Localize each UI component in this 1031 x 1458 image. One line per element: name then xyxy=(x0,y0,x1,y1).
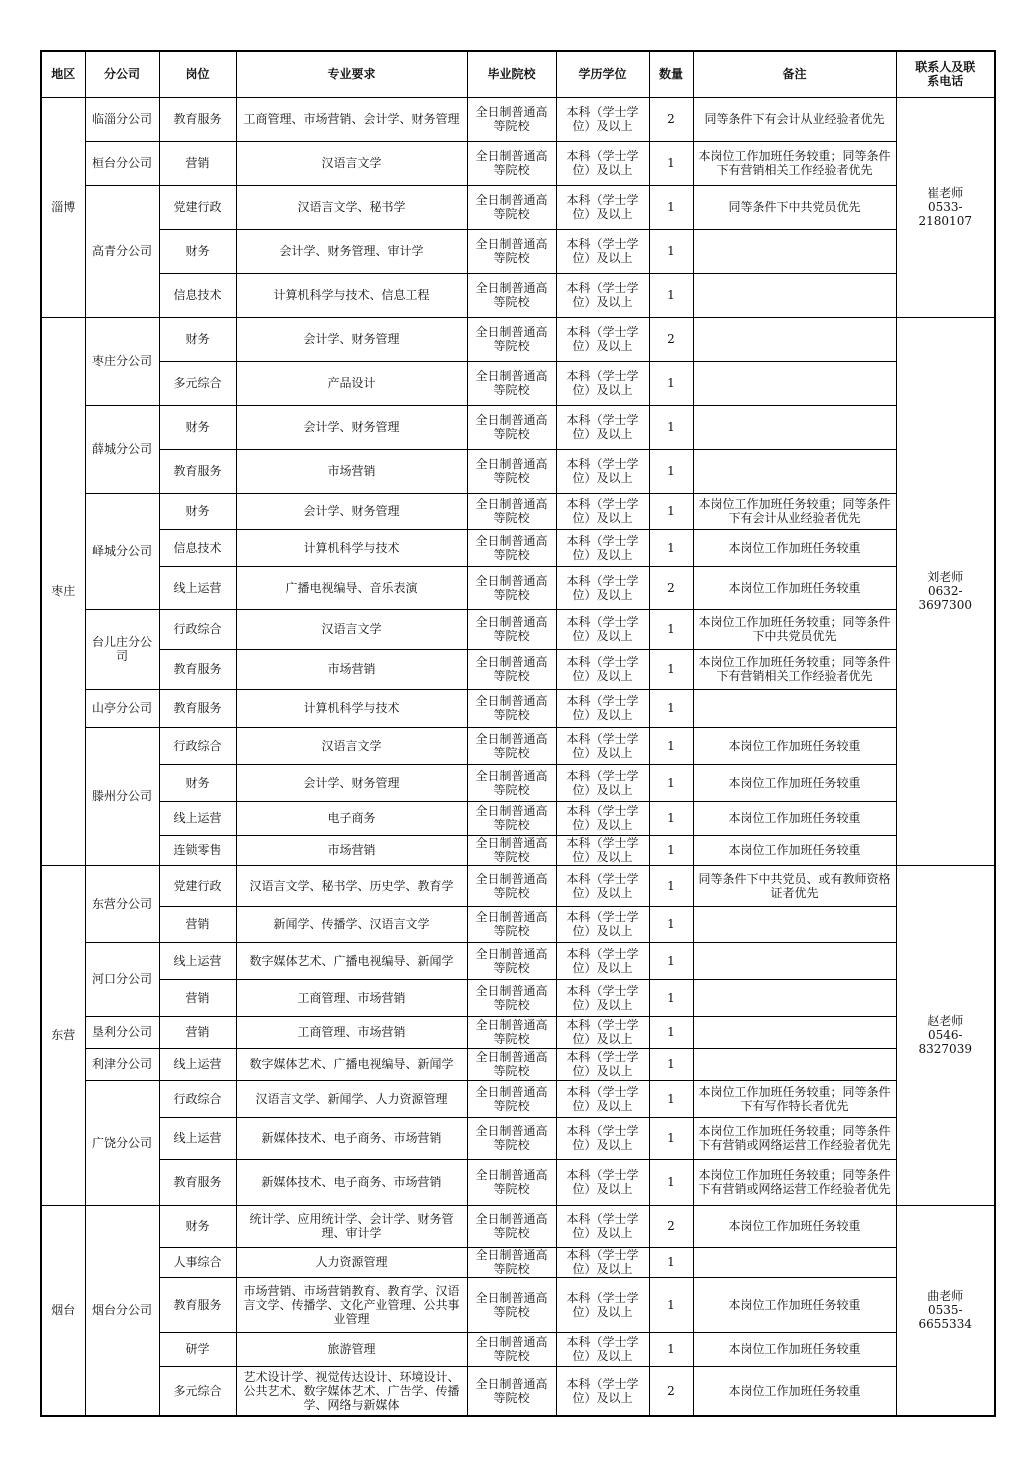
major-cell: 新媒体技术、电子商务、市场营销 xyxy=(236,1117,467,1159)
count-cell: 1 xyxy=(649,1277,693,1332)
table-row xyxy=(41,979,995,1016)
degree-cell: 本科（学士学位）及以上 xyxy=(556,689,649,727)
table-row xyxy=(41,1117,995,1159)
remark-cell: 本岗位工作加班任务较重；同等条件下有写作特长者优先 xyxy=(693,1080,896,1117)
school-cell: 全日制普通高等院校 xyxy=(467,405,556,449)
header-branch: 分公司 xyxy=(85,51,159,97)
table-row xyxy=(41,317,995,361)
table-row xyxy=(41,493,995,529)
degree-cell: 本科（学士学位）及以上 xyxy=(556,1332,649,1366)
position-cell: 财务 xyxy=(159,493,236,529)
table-row xyxy=(41,1159,995,1205)
count-cell: 1 xyxy=(649,1332,693,1366)
position-cell: 研学 xyxy=(159,1332,236,1366)
count-cell: 1 xyxy=(649,1080,693,1117)
school-cell: 全日制普通高等院校 xyxy=(467,609,556,649)
count-cell: 2 xyxy=(649,1205,693,1247)
position-cell: 连锁零售 xyxy=(159,835,236,865)
school-cell: 全日制普通高等院校 xyxy=(467,689,556,727)
remark-cell: 本岗位工作加班任务较重；同等条件下中共党员优先 xyxy=(693,609,896,649)
contact-cell: 刘老师 0632-3697300 xyxy=(896,317,995,865)
degree-cell: 本科（学士学位）及以上 xyxy=(556,835,649,865)
count-cell: 1 xyxy=(649,1159,693,1205)
position-cell: 行政综合 xyxy=(159,609,236,649)
table-row xyxy=(41,801,995,835)
school-cell: 全日制普通高等院校 xyxy=(467,1016,556,1048)
table-row xyxy=(41,1247,995,1277)
degree-cell: 本科（学士学位）及以上 xyxy=(556,317,649,361)
remark-cell: 同等条件下中共党员优先 xyxy=(693,185,896,229)
major-cell: 计算机科学与技术 xyxy=(236,689,467,727)
degree-cell: 本科（学士学位）及以上 xyxy=(556,649,649,689)
degree-cell: 本科（学士学位）及以上 xyxy=(556,529,649,566)
contact-cell: 赵老师 0546-8327039 xyxy=(896,865,995,1205)
count-cell: 2 xyxy=(649,1366,693,1416)
position-cell: 财务 xyxy=(159,764,236,801)
table-row xyxy=(41,1016,995,1048)
major-cell: 会计学、财务管理 xyxy=(236,405,467,449)
major-cell: 新媒体技术、电子商务、市场营销 xyxy=(236,1159,467,1205)
branch-cell: 山亭分公司 xyxy=(85,689,159,727)
degree-cell: 本科（学士学位）及以上 xyxy=(556,1048,649,1080)
count-cell: 1 xyxy=(649,906,693,942)
school-cell: 全日制普通高等院校 xyxy=(467,493,556,529)
remark-cell xyxy=(693,405,896,449)
position-cell: 行政综合 xyxy=(159,727,236,764)
count-cell: 1 xyxy=(649,727,693,764)
table-row xyxy=(41,764,995,801)
major-cell: 数字媒体艺术、广播电视编导、新闻学 xyxy=(236,942,467,979)
region-cell: 东营 xyxy=(41,865,85,1205)
degree-cell: 本科（学士学位）及以上 xyxy=(556,1247,649,1277)
school-cell: 全日制普通高等院校 xyxy=(467,906,556,942)
contact-cell: 曲老师 0535-6655334 xyxy=(896,1205,995,1416)
degree-cell: 本科（学士学位）及以上 xyxy=(556,764,649,801)
branch-cell: 高青分公司 xyxy=(85,185,159,317)
school-cell: 全日制普通高等院校 xyxy=(467,1159,556,1205)
remark-cell: 本岗位工作加班任务较重 xyxy=(693,529,896,566)
remark-cell: 本岗位工作加班任务较重；同等条件下有会计从业经验者优先 xyxy=(693,493,896,529)
degree-cell: 本科（学士学位）及以上 xyxy=(556,1159,649,1205)
degree-cell: 本科（学士学位）及以上 xyxy=(556,1016,649,1048)
major-cell: 会计学、财务管理 xyxy=(236,764,467,801)
count-cell: 1 xyxy=(649,361,693,405)
degree-cell: 本科（学士学位）及以上 xyxy=(556,449,649,493)
count-cell: 1 xyxy=(649,801,693,835)
count-cell: 1 xyxy=(649,229,693,273)
major-cell: 汉语言文学、新闻学、人力资源管理 xyxy=(236,1080,467,1117)
position-cell: 行政综合 xyxy=(159,1080,236,1117)
position-cell: 财务 xyxy=(159,317,236,361)
school-cell: 全日制普通高等院校 xyxy=(467,649,556,689)
school-cell: 全日制普通高等院校 xyxy=(467,185,556,229)
table-row xyxy=(41,1332,995,1366)
school-cell: 全日制普通高等院校 xyxy=(467,229,556,273)
branch-cell: 垦利分公司 xyxy=(85,1016,159,1048)
degree-cell: 本科（学士学位）及以上 xyxy=(556,979,649,1016)
table-row xyxy=(41,405,995,449)
table-row xyxy=(41,1205,995,1247)
position-cell: 线上运营 xyxy=(159,1117,236,1159)
header-remark: 备注 xyxy=(693,51,896,97)
position-cell: 财务 xyxy=(159,1205,236,1247)
major-cell: 电子商务 xyxy=(236,801,467,835)
contact-cell: 崔老师 0533-2180107 xyxy=(896,97,995,317)
count-cell: 1 xyxy=(649,449,693,493)
position-cell: 线上运营 xyxy=(159,1048,236,1080)
table-row xyxy=(41,727,995,764)
major-cell: 计算机科学与技术 xyxy=(236,529,467,566)
table-row xyxy=(41,141,995,185)
remark-cell xyxy=(693,1016,896,1048)
remark-cell xyxy=(693,317,896,361)
degree-cell: 本科（学士学位）及以上 xyxy=(556,865,649,906)
table-row xyxy=(41,566,995,609)
header-position: 岗位 xyxy=(159,51,236,97)
major-cell: 汉语言文学 xyxy=(236,141,467,185)
remark-cell: 本岗位工作加班任务较重 xyxy=(693,566,896,609)
count-cell: 1 xyxy=(649,689,693,727)
major-cell: 汉语言文学、秘书学、历史学、教育学 xyxy=(236,865,467,906)
major-cell: 广播电视编导、音乐表演 xyxy=(236,566,467,609)
table-row xyxy=(41,1080,995,1117)
count-cell: 1 xyxy=(649,835,693,865)
degree-cell: 本科（学士学位）及以上 xyxy=(556,1205,649,1247)
position-cell: 信息技术 xyxy=(159,273,236,317)
branch-cell: 薛城分公司 xyxy=(85,405,159,493)
count-cell: 2 xyxy=(649,566,693,609)
remark-cell: 本岗位工作加班任务较重 xyxy=(693,764,896,801)
remark-cell xyxy=(693,273,896,317)
major-cell: 工商管理、市场营销、会计学、财务管理 xyxy=(236,97,467,141)
remark-cell: 本岗位工作加班任务较重；同等条件下有营销相关工作经验者优先 xyxy=(693,649,896,689)
school-cell: 全日制普通高等院校 xyxy=(467,979,556,1016)
remark-cell xyxy=(693,942,896,979)
position-cell: 营销 xyxy=(159,141,236,185)
position-cell: 多元综合 xyxy=(159,361,236,405)
school-cell: 全日制普通高等院校 xyxy=(467,273,556,317)
major-cell: 市场营销 xyxy=(236,835,467,865)
major-cell: 汉语言文学 xyxy=(236,727,467,764)
count-cell: 1 xyxy=(649,493,693,529)
remark-cell xyxy=(693,906,896,942)
count-cell: 1 xyxy=(649,942,693,979)
degree-cell: 本科（学士学位）及以上 xyxy=(556,1277,649,1332)
position-cell: 党建行政 xyxy=(159,185,236,229)
degree-cell: 本科（学士学位）及以上 xyxy=(556,566,649,609)
branch-cell: 台儿庄分公司 xyxy=(85,609,159,689)
degree-cell: 本科（学士学位）及以上 xyxy=(556,609,649,649)
major-cell: 会计学、财务管理 xyxy=(236,317,467,361)
table-row xyxy=(41,449,995,493)
remark-cell: 本岗位工作加班任务较重；同等条件下有营销或网络运营工作经验者优先 xyxy=(693,1159,896,1205)
branch-cell: 河口分公司 xyxy=(85,942,159,1016)
remark-cell xyxy=(693,449,896,493)
position-cell: 线上运营 xyxy=(159,942,236,979)
table-row xyxy=(41,649,995,689)
count-cell: 1 xyxy=(649,273,693,317)
table-row xyxy=(41,97,995,141)
degree-cell: 本科（学士学位）及以上 xyxy=(556,1080,649,1117)
school-cell: 全日制普通高等院校 xyxy=(467,141,556,185)
major-cell: 工商管理、市场营销 xyxy=(236,979,467,1016)
count-cell: 1 xyxy=(649,649,693,689)
school-cell: 全日制普通高等院校 xyxy=(467,1366,556,1416)
table-row xyxy=(41,361,995,405)
position-cell: 多元综合 xyxy=(159,1366,236,1416)
remark-cell: 本岗位工作加班任务较重 xyxy=(693,835,896,865)
count-cell: 1 xyxy=(649,1247,693,1277)
degree-cell: 本科（学士学位）及以上 xyxy=(556,1366,649,1416)
branch-cell: 东营分公司 xyxy=(85,865,159,942)
table-row xyxy=(41,835,995,865)
remark-cell: 本岗位工作加班任务较重 xyxy=(693,1332,896,1366)
position-cell: 党建行政 xyxy=(159,865,236,906)
major-cell: 数字媒体艺术、广播电视编导、新闻学 xyxy=(236,1048,467,1080)
table-row xyxy=(41,1277,995,1332)
major-cell: 统计学、应用统计学、会计学、财务管理、审计学 xyxy=(236,1205,467,1247)
school-cell: 全日制普通高等院校 xyxy=(467,1048,556,1080)
region-cell: 烟台 xyxy=(41,1205,85,1416)
remark-cell xyxy=(693,229,896,273)
degree-cell: 本科（学士学位）及以上 xyxy=(556,229,649,273)
table-row xyxy=(41,865,995,906)
major-cell: 汉语言文学 xyxy=(236,609,467,649)
major-cell: 旅游管理 xyxy=(236,1332,467,1366)
remark-cell: 本岗位工作加班任务较重 xyxy=(693,727,896,764)
position-cell: 人事综合 xyxy=(159,1247,236,1277)
school-cell: 全日制普通高等院校 xyxy=(467,942,556,979)
school-cell: 全日制普通高等院校 xyxy=(467,1332,556,1366)
degree-cell: 本科（学士学位）及以上 xyxy=(556,405,649,449)
table-row xyxy=(41,942,995,979)
school-cell: 全日制普通高等院校 xyxy=(467,1277,556,1332)
degree-cell: 本科（学士学位）及以上 xyxy=(556,801,649,835)
major-cell: 市场营销、市场营销教育、教育学、汉语言文学、传播学、文化产业管理、公共事业管理 xyxy=(236,1277,467,1332)
remark-cell: 本岗位工作加班任务较重 xyxy=(693,1205,896,1247)
position-cell: 财务 xyxy=(159,405,236,449)
header-major: 专业要求 xyxy=(236,51,467,97)
count-cell: 1 xyxy=(649,141,693,185)
position-cell: 营销 xyxy=(159,1016,236,1048)
degree-cell: 本科（学士学位）及以上 xyxy=(556,1117,649,1159)
table-row xyxy=(41,185,995,229)
count-cell: 1 xyxy=(649,979,693,1016)
major-cell: 计算机科学与技术、信息工程 xyxy=(236,273,467,317)
school-cell: 全日制普通高等院校 xyxy=(467,529,556,566)
school-cell: 全日制普通高等院校 xyxy=(467,1080,556,1117)
school-cell: 全日制普通高等院校 xyxy=(467,865,556,906)
position-cell: 教育服务 xyxy=(159,689,236,727)
position-cell: 信息技术 xyxy=(159,529,236,566)
position-cell: 教育服务 xyxy=(159,97,236,141)
header-count: 数量 xyxy=(649,51,693,97)
school-cell: 全日制普通高等院校 xyxy=(467,97,556,141)
remark-cell xyxy=(693,1048,896,1080)
branch-cell: 滕州分公司 xyxy=(85,727,159,865)
remark-cell xyxy=(693,979,896,1016)
count-cell: 2 xyxy=(649,317,693,361)
table-row xyxy=(41,609,995,649)
branch-cell: 桓台分公司 xyxy=(85,141,159,185)
table-row xyxy=(41,273,995,317)
header-contact: 联系人及联系电话 xyxy=(896,51,995,97)
school-cell: 全日制普通高等院校 xyxy=(467,1117,556,1159)
remark-cell xyxy=(693,1247,896,1277)
table-row xyxy=(41,1366,995,1416)
school-cell: 全日制普通高等院校 xyxy=(467,361,556,405)
school-cell: 全日制普通高等院校 xyxy=(467,449,556,493)
branch-cell: 广饶分公司 xyxy=(85,1080,159,1205)
position-cell: 线上运营 xyxy=(159,801,236,835)
count-cell: 1 xyxy=(649,1016,693,1048)
degree-cell: 本科（学士学位）及以上 xyxy=(556,361,649,405)
remark-cell xyxy=(693,361,896,405)
school-cell: 全日制普通高等院校 xyxy=(467,1247,556,1277)
school-cell: 全日制普通高等院校 xyxy=(467,566,556,609)
table-row xyxy=(41,1048,995,1080)
degree-cell: 本科（学士学位）及以上 xyxy=(556,493,649,529)
position-cell: 线上运营 xyxy=(159,566,236,609)
remark-cell: 同等条件下有会计从业经验者优先 xyxy=(693,97,896,141)
header-degree: 学历学位 xyxy=(556,51,649,97)
remark-cell: 本岗位工作加班任务较重 xyxy=(693,1277,896,1332)
remark-cell: 本岗位工作加班任务较重 xyxy=(693,801,896,835)
degree-cell: 本科（学士学位）及以上 xyxy=(556,942,649,979)
table-row xyxy=(41,906,995,942)
position-cell: 教育服务 xyxy=(159,649,236,689)
table-row xyxy=(41,529,995,566)
region-cell: 淄博 xyxy=(41,97,85,317)
major-cell: 产品设计 xyxy=(236,361,467,405)
school-cell: 全日制普通高等院校 xyxy=(467,727,556,764)
position-cell: 营销 xyxy=(159,979,236,1016)
count-cell: 1 xyxy=(649,185,693,229)
branch-cell: 枣庄分公司 xyxy=(85,317,159,405)
recruitment-table xyxy=(40,50,996,1417)
position-cell: 教育服务 xyxy=(159,1277,236,1332)
header-row xyxy=(41,51,995,97)
degree-cell: 本科（学士学位）及以上 xyxy=(556,141,649,185)
count-cell: 1 xyxy=(649,865,693,906)
remark-cell: 本岗位工作加班任务较重；同等条件下有营销相关工作经验者优先 xyxy=(693,141,896,185)
count-cell: 1 xyxy=(649,1048,693,1080)
degree-cell: 本科（学士学位）及以上 xyxy=(556,906,649,942)
remark-cell xyxy=(693,689,896,727)
degree-cell: 本科（学士学位）及以上 xyxy=(556,727,649,764)
school-cell: 全日制普通高等院校 xyxy=(467,801,556,835)
remark-cell: 本岗位工作加班任务较重 xyxy=(693,1366,896,1416)
major-cell: 市场营销 xyxy=(236,649,467,689)
major-cell: 市场营销 xyxy=(236,449,467,493)
branch-cell: 利津分公司 xyxy=(85,1048,159,1080)
region-cell: 枣庄 xyxy=(41,317,85,865)
major-cell: 新闻学、传播学、汉语言文学 xyxy=(236,906,467,942)
position-cell: 财务 xyxy=(159,229,236,273)
position-cell: 教育服务 xyxy=(159,1159,236,1205)
school-cell: 全日制普通高等院校 xyxy=(467,764,556,801)
degree-cell: 本科（学士学位）及以上 xyxy=(556,185,649,229)
school-cell: 全日制普通高等院校 xyxy=(467,1205,556,1247)
major-cell: 会计学、财务管理 xyxy=(236,493,467,529)
remark-cell: 同等条件下中共党员、或有教师资格证者优先 xyxy=(693,865,896,906)
school-cell: 全日制普通高等院校 xyxy=(467,835,556,865)
major-cell: 汉语言文学、秘书学 xyxy=(236,185,467,229)
major-cell: 艺术设计学、视觉传达设计、环境设计、公共艺术、数字媒体艺术、广告学、传播学、网络与新媒体 xyxy=(236,1366,467,1416)
school-cell: 全日制普通高等院校 xyxy=(467,317,556,361)
remark-cell: 本岗位工作加班任务较重；同等条件下有营销或网络运营工作经验者优先 xyxy=(693,1117,896,1159)
branch-cell: 临淄分公司 xyxy=(85,97,159,141)
degree-cell: 本科（学士学位）及以上 xyxy=(556,97,649,141)
table-row xyxy=(41,229,995,273)
table-row xyxy=(41,689,995,727)
header-school: 毕业院校 xyxy=(467,51,556,97)
major-cell: 会计学、财务管理、审计学 xyxy=(236,229,467,273)
position-cell: 营销 xyxy=(159,906,236,942)
count-cell: 1 xyxy=(649,764,693,801)
branch-cell: 峄城分公司 xyxy=(85,493,159,609)
major-cell: 工商管理、市场营销 xyxy=(236,1016,467,1048)
major-cell: 人力资源管理 xyxy=(236,1247,467,1277)
degree-cell: 本科（学士学位）及以上 xyxy=(556,273,649,317)
count-cell: 1 xyxy=(649,609,693,649)
position-cell: 教育服务 xyxy=(159,449,236,493)
count-cell: 1 xyxy=(649,529,693,566)
count-cell: 2 xyxy=(649,97,693,141)
header-region: 地区 xyxy=(41,51,85,97)
branch-cell: 烟台分公司 xyxy=(85,1205,159,1416)
count-cell: 1 xyxy=(649,1117,693,1159)
count-cell: 1 xyxy=(649,405,693,449)
